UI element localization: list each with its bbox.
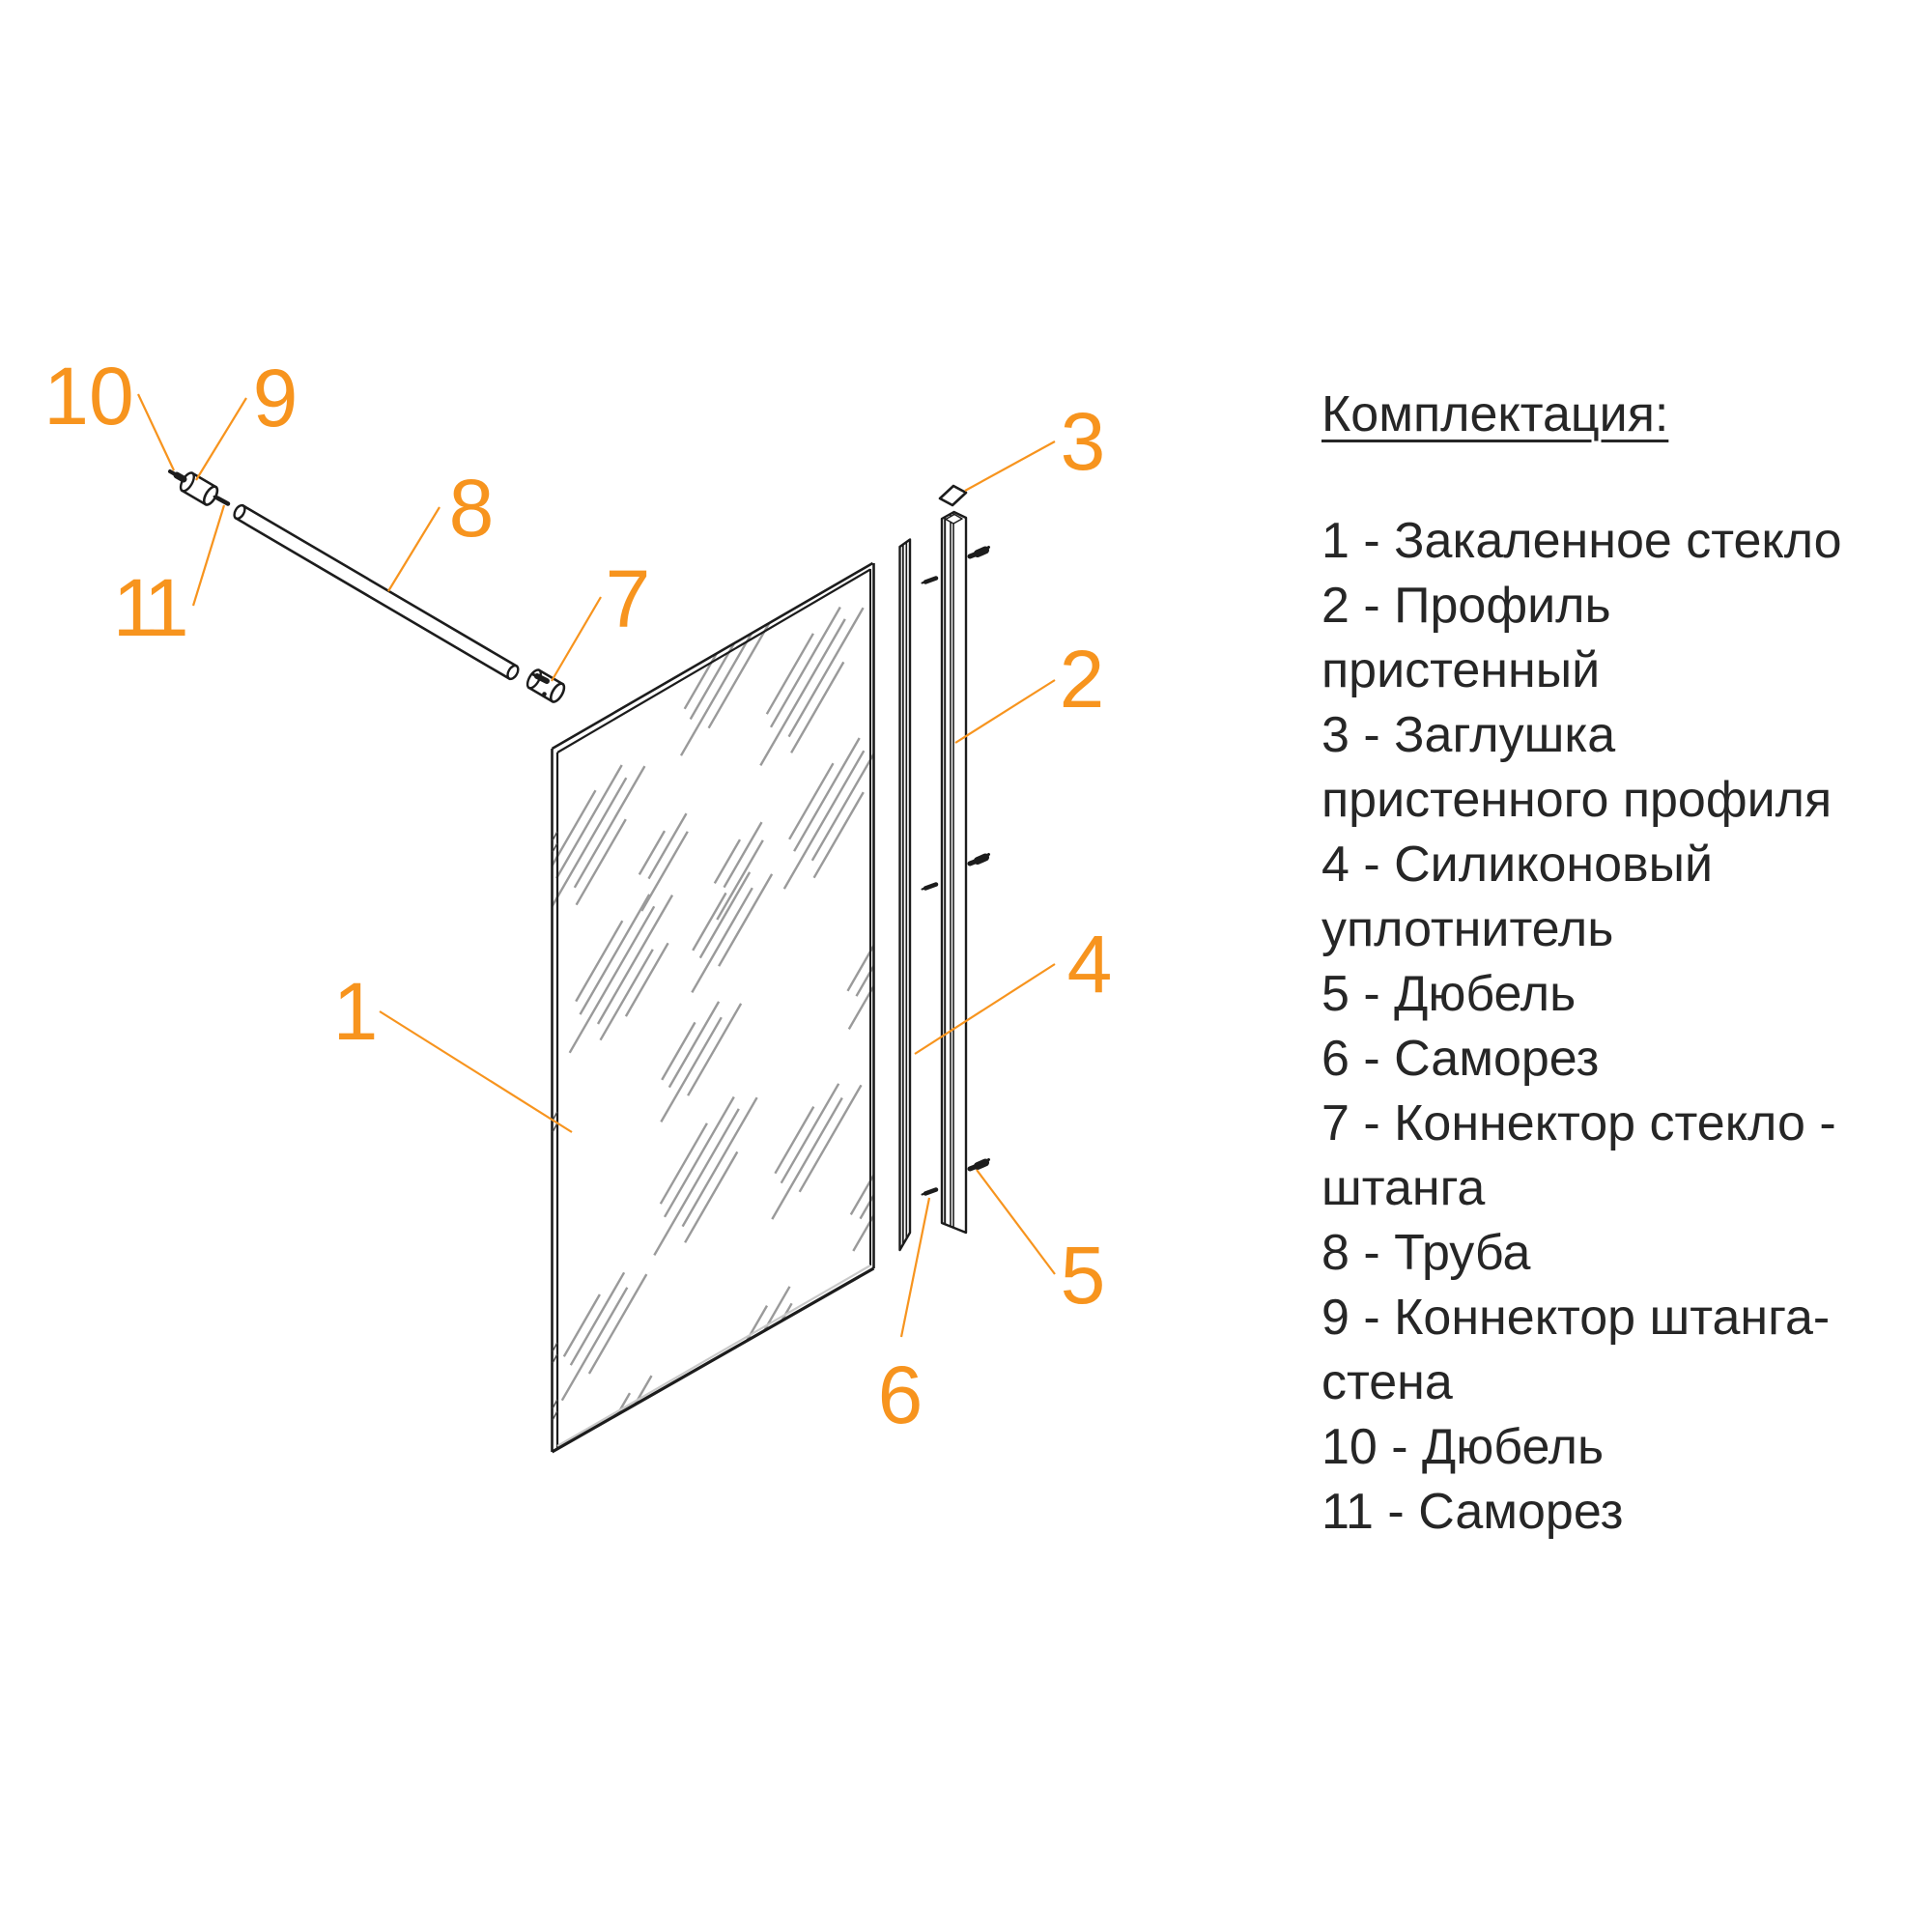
dowel-bottom-icon xyxy=(970,1160,989,1170)
legend-item-10: 10 - Дюбель xyxy=(1321,1419,1605,1475)
legend-item-11: 11 - Саморез xyxy=(1321,1484,1624,1540)
part-number-1: 1 xyxy=(332,966,379,1057)
legend-item-8: 8 - Труба xyxy=(1321,1225,1531,1281)
glass-panel xyxy=(547,563,900,1473)
screw-bottom-icon xyxy=(923,1190,937,1195)
part-number-9: 9 xyxy=(252,353,298,443)
parts-legend xyxy=(1321,383,1862,1545)
legend-item-2: 2 - Профиль пристенный xyxy=(1321,578,1611,698)
part-number-10: 10 xyxy=(43,351,134,441)
legend-item-9: 9 - Коннектор штанга-стена xyxy=(1321,1290,1831,1410)
screw-wall-icon xyxy=(214,497,229,504)
part-number-7: 7 xyxy=(605,554,651,644)
leader-line-2 xyxy=(955,680,1055,743)
screw-top-icon xyxy=(923,579,937,583)
legend-item-5: 5 - Дюбель xyxy=(1321,966,1577,1022)
part-number-2: 2 xyxy=(1059,634,1105,724)
leader-line-10 xyxy=(138,394,174,470)
part-number-8: 8 xyxy=(448,463,495,554)
leader-line-5 xyxy=(977,1170,1055,1274)
legend-item-4: 4 - Силиконовый уплотнитель xyxy=(1321,837,1714,957)
leader-line-3 xyxy=(965,441,1055,491)
dowel-top-icon xyxy=(970,548,989,557)
dowel-middle-icon xyxy=(970,855,989,865)
leader-line-11 xyxy=(193,505,224,606)
wall-profile xyxy=(942,512,966,1233)
profile-cap xyxy=(940,486,966,505)
dowel-wall-icon xyxy=(170,471,184,479)
leader-line-7 xyxy=(552,597,601,681)
legend-title: Комплектация: xyxy=(1321,386,1669,442)
legend-item-7: 7 - Коннектор стекло - штанга xyxy=(1321,1095,1836,1216)
legend-item-3: 3 - Заглушка пристенного профиля xyxy=(1321,707,1833,828)
part-number-3: 3 xyxy=(1060,396,1106,487)
leader-line-8 xyxy=(388,507,440,591)
screw-middle-icon xyxy=(923,885,937,890)
legend-item-6: 6 - Саморез xyxy=(1321,1031,1600,1087)
part-number-6: 6 xyxy=(877,1350,923,1440)
leader-line-9 xyxy=(196,398,246,480)
part-number-4: 4 xyxy=(1066,919,1113,1009)
part-number-11: 11 xyxy=(112,562,182,653)
silicone-seal xyxy=(900,540,911,1251)
connector-glass-rod xyxy=(525,668,566,703)
leader-line-1 xyxy=(380,1011,572,1132)
legend-list xyxy=(1321,509,1862,1545)
leader-line-4 xyxy=(915,964,1055,1054)
part-number-5: 5 xyxy=(1060,1230,1106,1321)
legend-item-1: 1 - Закаленное стекло xyxy=(1321,513,1842,569)
